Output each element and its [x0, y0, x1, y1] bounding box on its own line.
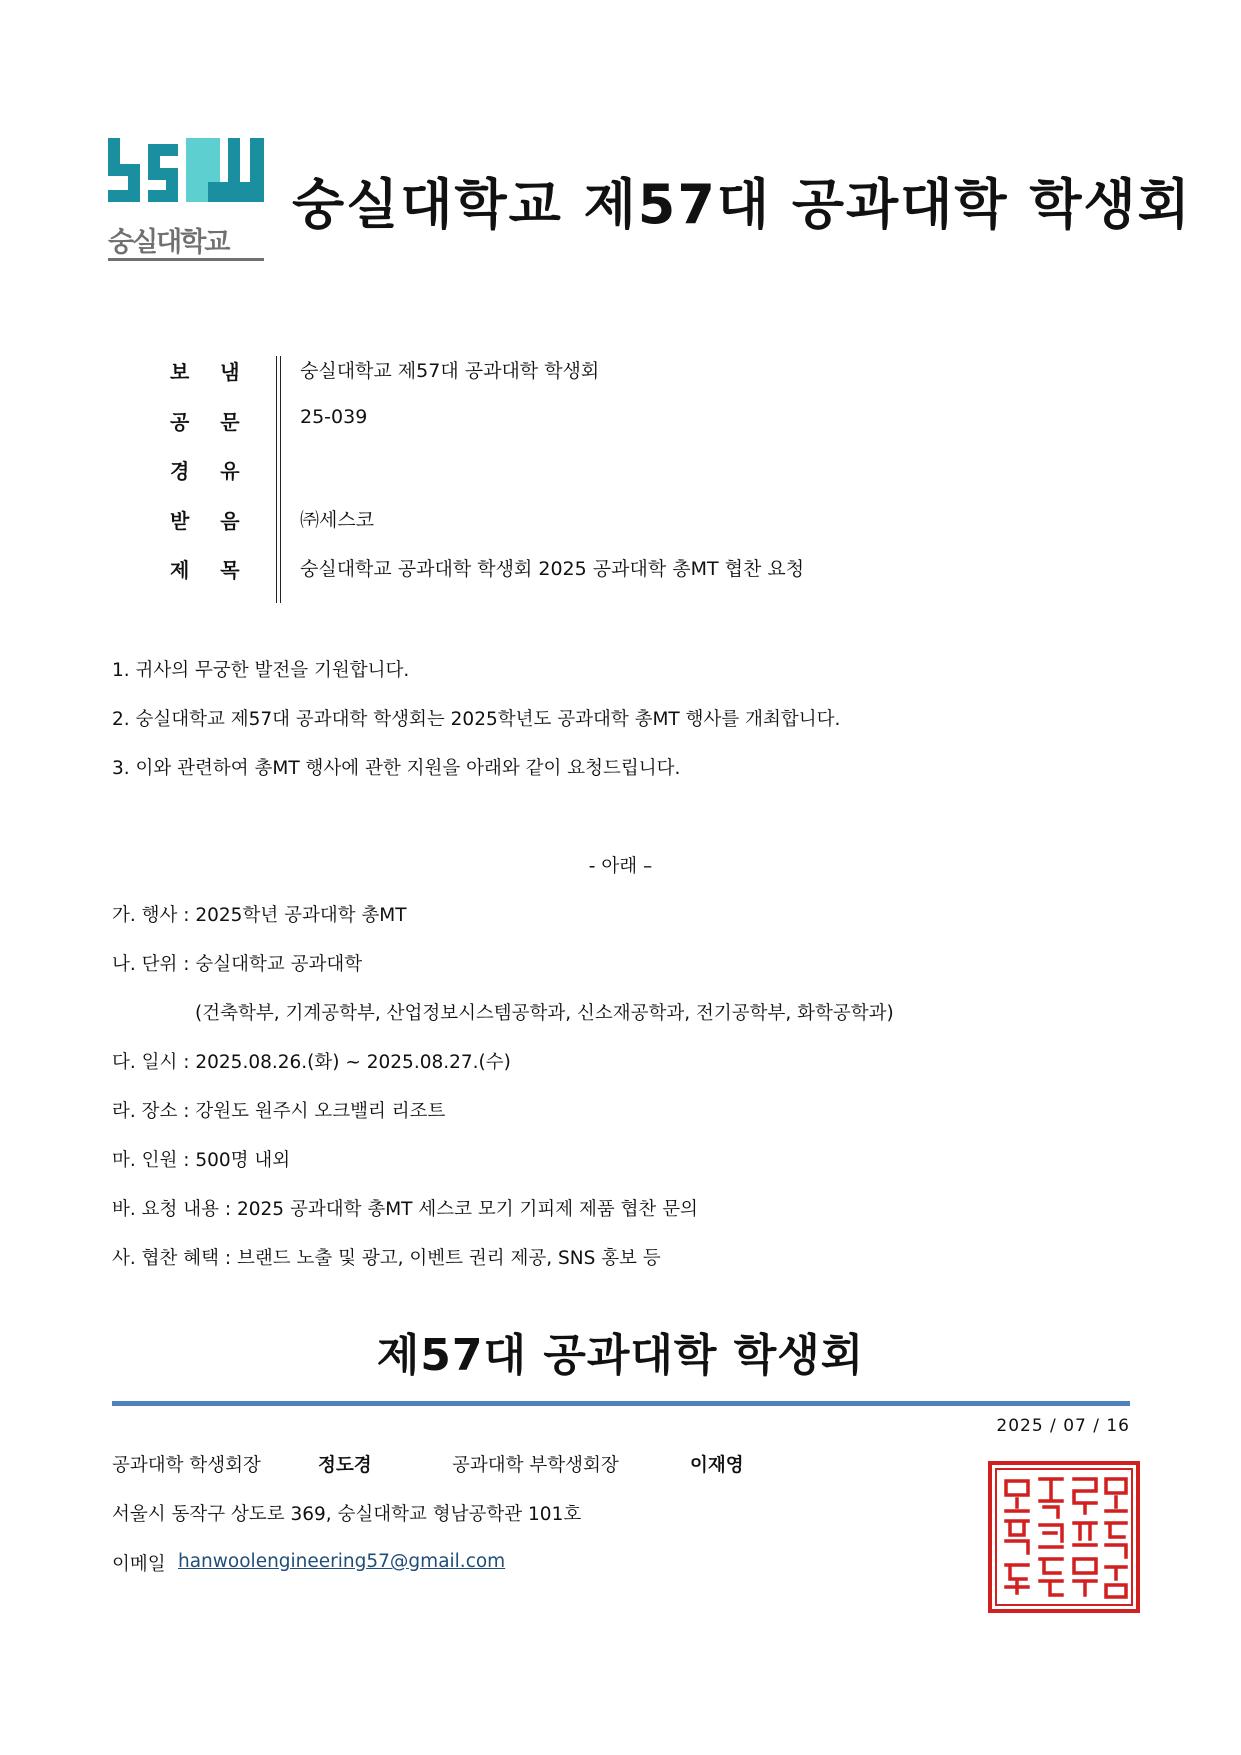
info-value: ㈜세스코: [300, 508, 375, 531]
info-label: 공 문: [170, 409, 252, 434]
info-row-subject: [170, 554, 1070, 604]
list-item: 사. 협찬 혜택 : 브랜드 노출 및 광고, 이벤트 권리 제공, SNS 홍보 등: [112, 1248, 661, 1269]
president-name: 정도경: [318, 1455, 372, 1476]
info-row-doc-number: [170, 406, 1070, 456]
vice-president-role: 공과대학 부학생회장: [452, 1455, 619, 1476]
info-table: [170, 356, 1070, 604]
list-item: 나. 단위 : 숭실대학교 공과대학: [112, 954, 363, 975]
logo-underline: [108, 258, 264, 261]
email-link[interactable]: hanwoolengineering57@gmail.com: [178, 1551, 506, 1572]
vice-president-name: 이재영: [690, 1455, 744, 1476]
president-role: 공과대학 학생회장: [112, 1455, 261, 1476]
official-seal-icon: [988, 1461, 1140, 1613]
info-label: 경 유: [170, 459, 252, 483]
list-item: 마. 인원 : 500명 내외: [112, 1150, 291, 1171]
list-item: 라. 장소 : 강원도 원주시 오크밸리 리조트: [112, 1101, 446, 1122]
logo-text: 숭실대학교: [108, 227, 229, 258]
info-row-via: [170, 455, 1070, 505]
list-item: 가. 행사 : 2025학년 공과대학 총MT: [112, 905, 407, 926]
email-label: 이메일: [112, 1554, 166, 1575]
list-item-detail: (건축학부, 기계공학부, 산업정보시스템공학과, 신소재공학과, 전기공학부, 화학공학과): [195, 1003, 894, 1024]
list-item: 바. 요청 내용 : 2025 공과대학 총MT 세스코 모기 기피제 제품 협찬 문의: [112, 1199, 698, 1220]
document-title: 숭실대학교 제57대 공과대학 학생회: [292, 173, 1192, 236]
info-value: 숭실대학교 공과대학 학생회 2025 공과대학 총MT 협찬 요청: [300, 558, 805, 580]
info-label: 보 냄: [170, 360, 252, 384]
info-label: 제 목: [170, 558, 252, 582]
info-value: 숭실대학교 제57대 공과대학 학생회: [300, 360, 600, 382]
signature-rule: [112, 1401, 1130, 1406]
signature-title: 제57대 공과대학 학생회: [376, 1330, 865, 1381]
paragraph: 2. 숭실대학교 제57대 공과대학 학생회는 2025학년도 공과대학 총MT 행사를 개최합니다.: [112, 709, 841, 730]
section-note: - 아래 –: [588, 856, 653, 877]
list-item: 다. 일시 : 2025.08.26.(화) ~ 2025.08.27.(수): [112, 1052, 511, 1073]
paragraph: 1. 귀사의 무궁한 발전을 기원합니다.: [112, 660, 410, 681]
info-value: 25-039: [300, 405, 368, 428]
info-row-recipient: [170, 505, 1070, 555]
info-label: 받 음: [170, 508, 252, 533]
paragraph: 3. 이와 관련하여 총MT 행사에 관한 지원을 아래와 같이 요청드립니다.: [112, 758, 681, 779]
document-date: 2025 / 07 / 16: [996, 1416, 1130, 1436]
info-row-sender: [170, 356, 1070, 406]
address: 서울시 동작구 상도로 369, 숭실대학교 형남공학관 101호: [112, 1504, 582, 1525]
